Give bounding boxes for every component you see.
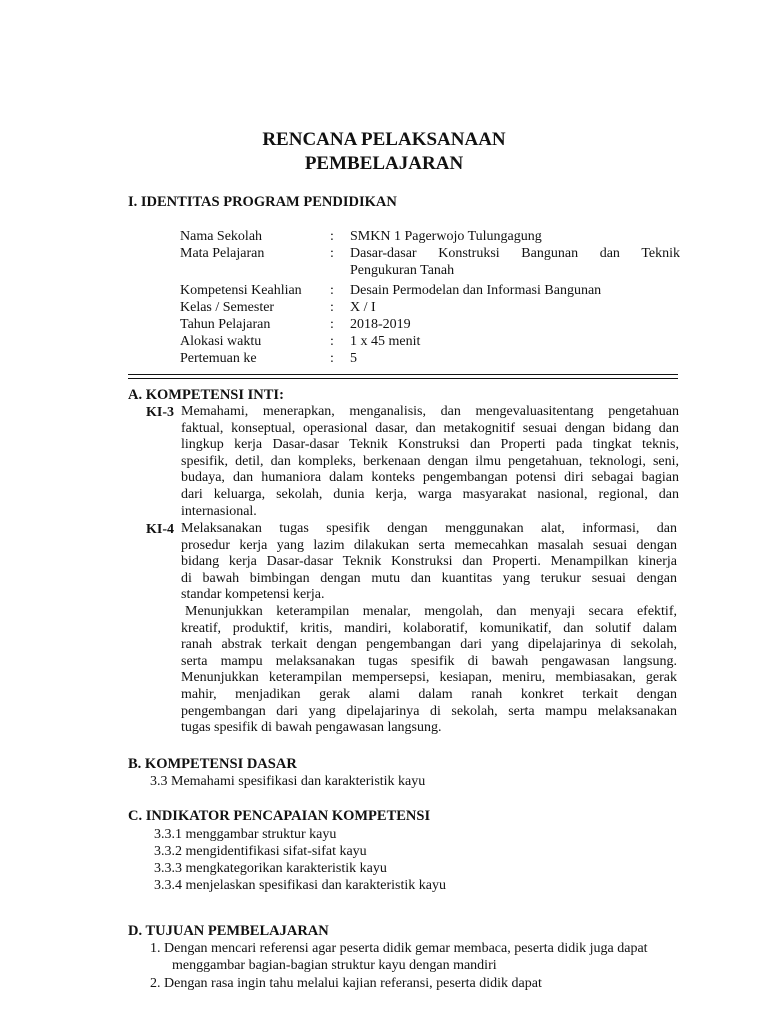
ki3-text [181,404,679,520]
identity-row [180,282,680,300]
ki4-skills-line: mahir, menjadikan gerak alami dalam ranah konkret terkait dengan [181,686,677,702]
kd-item: 3.3 Memahami spesifikasi dan karakteristik kayu [150,774,426,789]
tujuan-item-2: 2. Dengan rasa ingin tahu melalui kajian referansi, peserta didik dapat [150,976,542,991]
identity-label: Tahun Pelajaran [180,317,271,332]
section-tujuan-heading: D. TUJUAN PEMBELAJARAN [128,923,329,939]
identity-label: Alokasi waktu [180,334,262,349]
identity-row [180,299,680,317]
identity-label: Kelas / Semester [180,300,275,315]
ki4-skills-line: tugas spesifik di bawah pengawasan langsung. [181,720,442,736]
identity-row [180,333,680,351]
identity-colon: : [330,317,334,332]
tujuan-item-1: 1. Dengan mencari referensi agar peserta didik gemar membaca, peserta didik juga dapat [150,941,648,956]
identity-label: Mata Pelajaran [180,246,265,261]
identity-colon: : [330,334,334,349]
ki3-line: Memahami, menerapkan, menganalisis, dan mengevaluasitentang pengetahuan [181,404,679,419]
section-divider-top [128,374,678,375]
section-ki-heading: A. KOMPETENSI INTI: [128,387,284,403]
identity-value: 2018-2019 [350,317,411,332]
indikator-item: 3.3.1 menggambar struktur kayu [154,827,337,842]
section-indikator-heading: C. INDIKATOR PENCAPAIAN KOMPETENSI [128,808,431,824]
identity-row [180,316,680,334]
ki4-skills-line: ranah abstrak terkait dengan pengembangan dari yang dipelajarinya di sekolah, [181,637,677,653]
indikator-item: 3.3.2 mengidentifikasi sifat-sifat kayu [154,844,367,859]
ki4-skills-line: Menunjukkan keterampilan menalar, mengolah, dan menyaji secara efektif, [185,604,677,619]
identity-colon: : [330,283,334,298]
identity-value: SMKN 1 Pagerwojo Tulungagung [350,229,542,244]
identity-value: 5 [350,351,357,366]
ki3-line: dari keluarga, sekolah, dunia kerja, warga masyarakat nasional, regional, dan [181,486,679,502]
ki4-label: KI-4 [146,522,174,537]
ki4-skills-text [181,604,677,737]
ki3-label: KI-3 [146,405,174,420]
ki4-text [181,521,677,604]
identity-label: Kompetensi Keahlian [180,283,302,298]
ki4-skills-line: pengembangan dari yang dipelajarinya di sekolah, serta mampu melaksanakan [181,703,677,719]
identity-label: Pertemuan ke [180,351,257,366]
identity-row [180,245,680,281]
identity-row [180,350,680,368]
document-title-line-2: PEMBELAJARAN [304,153,464,174]
tujuan-item-1-continued: menggambar bagian-bagian struktur kayu dengan mandiri [172,958,497,973]
ki4-line: di bawah bimbingan dengan mutu dan kuantitas yang terukur sesuai dengan [181,570,677,586]
ki4-line: standar kompetensi kerja. [181,587,325,603]
identity-value: 1 x 45 menit [350,334,421,349]
identity-row [180,228,680,246]
identity-value: X / I [350,300,376,315]
identity-value-continued: Pengukuran Tanah [350,263,455,278]
section-identitas-heading: I. IDENTITAS PROGRAM PENDIDIKAN [128,194,397,210]
identity-colon: : [330,351,334,366]
section-kd-heading: B. KOMPETENSI DASAR [128,756,297,772]
ki3-line: faktual, konseptual, operasional dasar, dan metakognitif sesuai dengan bidang dan [181,420,679,436]
ki3-line: lingkup kerja Dasar-dasar Teknik Konstruksi dan Properti pada tingkat teknis, [181,437,679,453]
identity-value: Dasar-dasar Konstruksi Bangunan dan Teknik [350,246,680,261]
identity-colon: : [330,229,334,244]
ki4-skills-line: serta mampu melaksanakan tugas spesifik di bawah pengawasan langsung. [181,653,677,669]
ki4-line: prosedur kerja yang lazim dilakukan serta memecahkan masalah sesuai dengan [181,537,677,553]
identity-colon: : [330,300,334,315]
indikator-item: 3.3.3 mengkategorikan karakteristik kayu [154,861,387,876]
identity-value: Desain Permodelan dan Informasi Bangunan [350,283,602,298]
ki3-line: budaya, dan humaniora dalam konteks pengembangan potensi diri sebagai bagian [181,470,679,486]
ki4-skills-line: kreatif, produktif, kritis, mandiri, kolaboratif, komunikatif, dan solutif dalam [181,620,677,636]
ki4-line: Melaksanakan tugas spesifik dengan menggunakan alat, informasi, dan [181,521,677,536]
identity-label: Nama Sekolah [180,229,263,244]
ki3-line: spesifik, detil, dan kompleks, berkenaan dengan ilmu pengetahuan, teknologi, seni, [181,453,679,469]
section-divider-bottom [128,378,678,379]
indikator-item: 3.3.4 menjelaskan spesifikasi dan karakteristik kayu [154,878,446,893]
identity-colon: : [330,246,334,261]
ki4-skills-line: Menunjukkan keterampilan mempersepsi, kesiapan, meniru, membiasakan, gerak [181,670,677,686]
ki4-line: bidang kerja Dasar-dasar Teknik Konstruksi dan Properti. Menampilkan kinerja [181,554,677,570]
document-title-line-1: RENCANA PELAKSANAAN [262,129,506,150]
ki3-line: internasional. [181,503,257,519]
